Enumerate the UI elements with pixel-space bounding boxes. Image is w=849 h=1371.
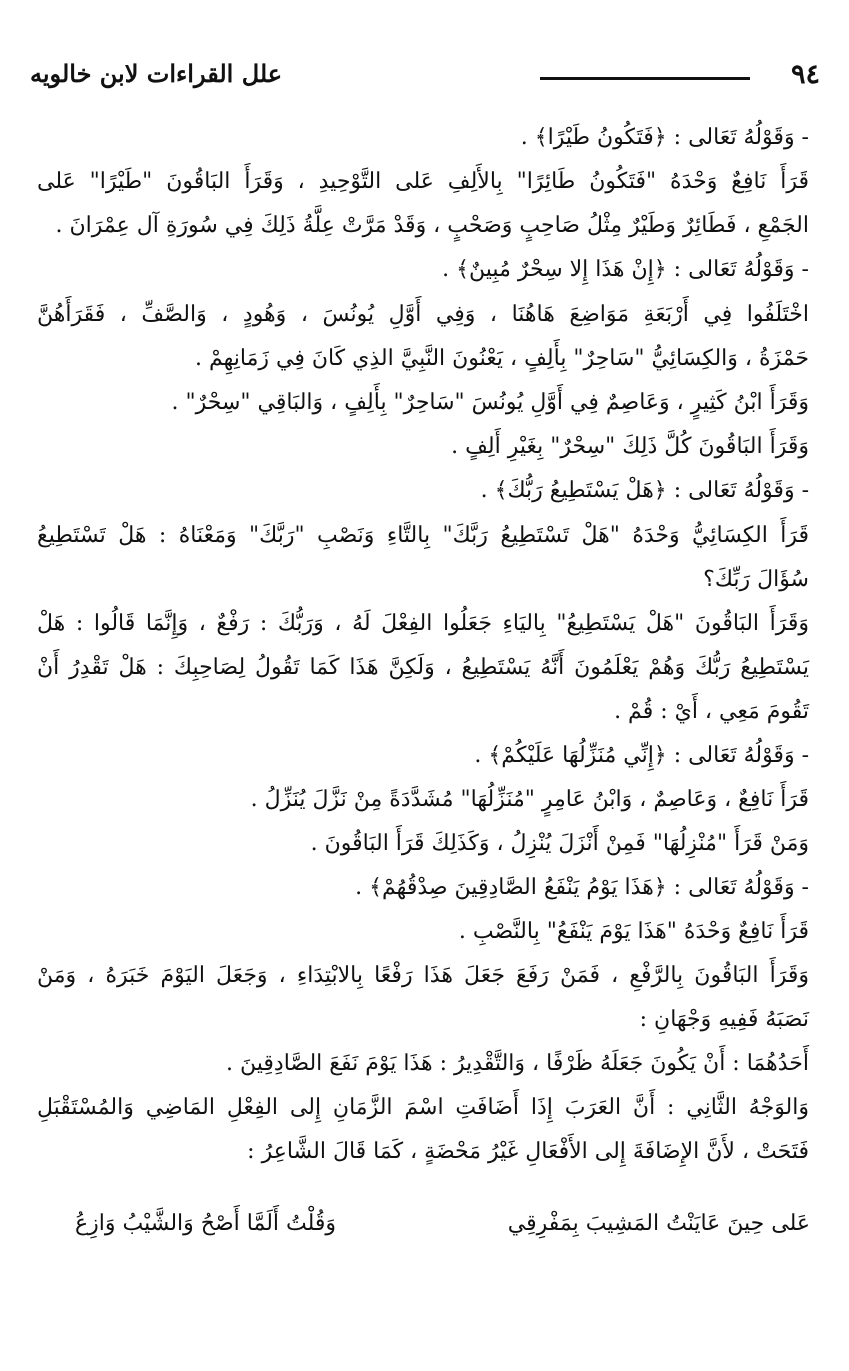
page-number: ٩٤ xyxy=(790,59,820,90)
text-line: قَرَأَ الكِسَائِيُّ وَحْدَهُ "هَلْ تَسْتَطِيعُ رَبَّكَ" بِالتَّاءِ وَنَصْبِ "رَبَّكَ" وَمَعْنَاهُ : هَلْ تَسْتَطِيعُ xyxy=(37,523,809,548)
text-line: وَقَرَأَ البَاقُونَ كُلَّ ذَلِكَ "سِحْرٌ" بِغَيْرِ أَلِفٍ . xyxy=(451,434,809,459)
text-line: - وَقَوْلُهُ تَعَالى : ﴿هَذَا يَوْمُ يَنْفَعُ الصَّادِقِينَ صِدْقُهُمْ﴾ . xyxy=(355,875,809,900)
text-line: فَتَحَتْ ، لأَنَّ الإِضَافَةَ إِلى الأَفْعَالِ غَيْرُ مَحْضَةٍ ، كَمَا قَالَ الشَّاعِرُ : xyxy=(247,1139,809,1164)
verse-second-hemistich: وَقُلْتُ أَلَمَّا أَصْحُ وَالشَّيْبُ وَازِعُ xyxy=(75,1211,337,1236)
text-line: سُؤَالَ رَبِّكَ؟ xyxy=(703,567,809,592)
text-line: وَقَرَأَ ابْنُ كَثِيرٍ ، وَعَاصِمٌ فِي أَوَّلِ يُونُسَ "سَاحِرٌ" بِأَلِفٍ ، وَالبَاقِي "سِحْرٌ" . xyxy=(171,390,809,415)
text-line: الجَمْعِ ، فَطَائِرٌ وَطَيْرٌ مِثْلُ صَاحِبٍ وَصَحْبٍ ، وَقَدْ مَرَّتْ عِلَّةُ ذَلِكَ فِي سُورَةِ آل عِمْرَانَ . xyxy=(55,213,809,238)
text-line: - وَقَوْلُهُ تَعَالى : ﴿فَتَكُونُ طَيْرًا﴾ . xyxy=(520,125,809,150)
text-line: قَرَأَ نَافِعٌ وَحْدَهُ "هَذَا يَوْمَ يَنْفَعُ" بِالنَّصْبِ . xyxy=(458,919,809,944)
text-line: - وَقَوْلُهُ تَعَالى : ﴿إِنِّي مُنَزِّلُهَا عَلَيْكُمْ﴾ . xyxy=(474,743,809,768)
text-line: أَحَدُهُمَا : أَنْ يَكُونَ جَعَلَهُ ظَرْفًا ، وَالتَّقْدِيرُ : هَذَا يَوْمَ نَفَعَ الصَّادِقِينَ . xyxy=(226,1051,809,1076)
text-line: وَقَرَأَ البَاقُونَ بِالرَّفْعِ ، فَمَنْ رَفَعَ جَعَلَ هَذَا رَفْعًا بِالابْتِدَاءِ ، وَجَعَلَ اليَوْمَ خَبَرَهُ ، وَمَنْ xyxy=(37,963,809,988)
text-line: اخْتَلَفُوا فِي أَرْبَعَةِ مَوَاضِعَ هَاهُنَا ، وَفِي أَوَّلِ يُونُسَ ، وَهُودٍ ، وَالصَّفِّ ، فَقَرَأَهُنَّ xyxy=(37,302,809,327)
text-line: وَمَنْ قَرَأَ "مُنْزِلُهَا" فَمِنْ أَنْزَلَ يُنْزِلُ ، وَكَذَلِكَ قَرَأَ البَاقُونَ . xyxy=(310,831,809,856)
poetry-verse xyxy=(75,1206,810,1242)
text-line: حَمْزَةُ ، وَالكِسَائِيُّ "سَاحِرٌ" بِأَلِفٍ ، يَعْنُونَ النَّبِيَّ الذِي كَانَ فِي زَمَانِهِمْ . xyxy=(194,346,809,371)
text-line: قَرَأَ نَافِعٌ وَحْدَهُ "فَتَكُونُ طَائِرًا" بِالأَلِفِ عَلى التَّوْحِيدِ ، وَقَرَأَ البَاقُونَ "طَيْرًا" عَلى xyxy=(37,169,809,194)
text-line: قَرَأَ نَافِعٌ ، وَعَاصِمٌ ، وَابْنُ عَامِرٍ "مُنَزِّلُهَا" مُشَدَّدَةً مِنْ نَزَّلَ يُنَزِّلُ . xyxy=(250,787,809,812)
text-line: تَقُومَ مَعِي ، أَيْ : قُمْ . xyxy=(614,699,809,724)
text-line: يَسْتَطِيعُ رَبُّكَ وَهُمْ يَعْلَمُونَ أَنَّهُ يَسْتَطِيعُ ، وَلَكِنَّ هَذَا كَمَا تَقُولُ لِصَاحِبِكَ : هَلْ تَقْدِرُ أَنْ xyxy=(37,655,809,680)
text-line: نَصَبَهُ فَفِيهِ وَجْهَانِ : xyxy=(639,1007,809,1032)
text-line: وَالوَجْهُ الثَّانِي : أَنَّ العَرَبَ إِذَا أَضَافَتِ اسْمَ الزَّمَانِ إِلى الفِعْلِ المَاضِي وَالمُسْتَقْبَلِ xyxy=(37,1095,809,1120)
text-line: - وَقَوْلُهُ تَعَالى : ﴿هَلْ يَسْتَطِيعُ رَبُّكَ﴾ . xyxy=(480,478,809,503)
text-line: وَقَرَأَ البَاقُونَ "هَلْ يَسْتَطِيعُ" بِاليَاءِ جَعَلُوا الفِعْلَ لَهُ ، وَرَبُّكَ : رَفْعٌ ، وَإِنَّمَا قَالُوا : هَلْ xyxy=(37,611,809,636)
text-line: - وَقَوْلُهُ تَعَالى : ﴿إِنْ هَذَا إِلا سِحْرٌ مُبِينٌ﴾ . xyxy=(442,257,809,282)
verse-first-hemistich: عَلى حِينَ عَايَنْتُ المَشِيبَ بِمَفْرِقِي xyxy=(507,1211,810,1236)
book-title: علل القراءات لابن خالويه xyxy=(30,59,283,88)
